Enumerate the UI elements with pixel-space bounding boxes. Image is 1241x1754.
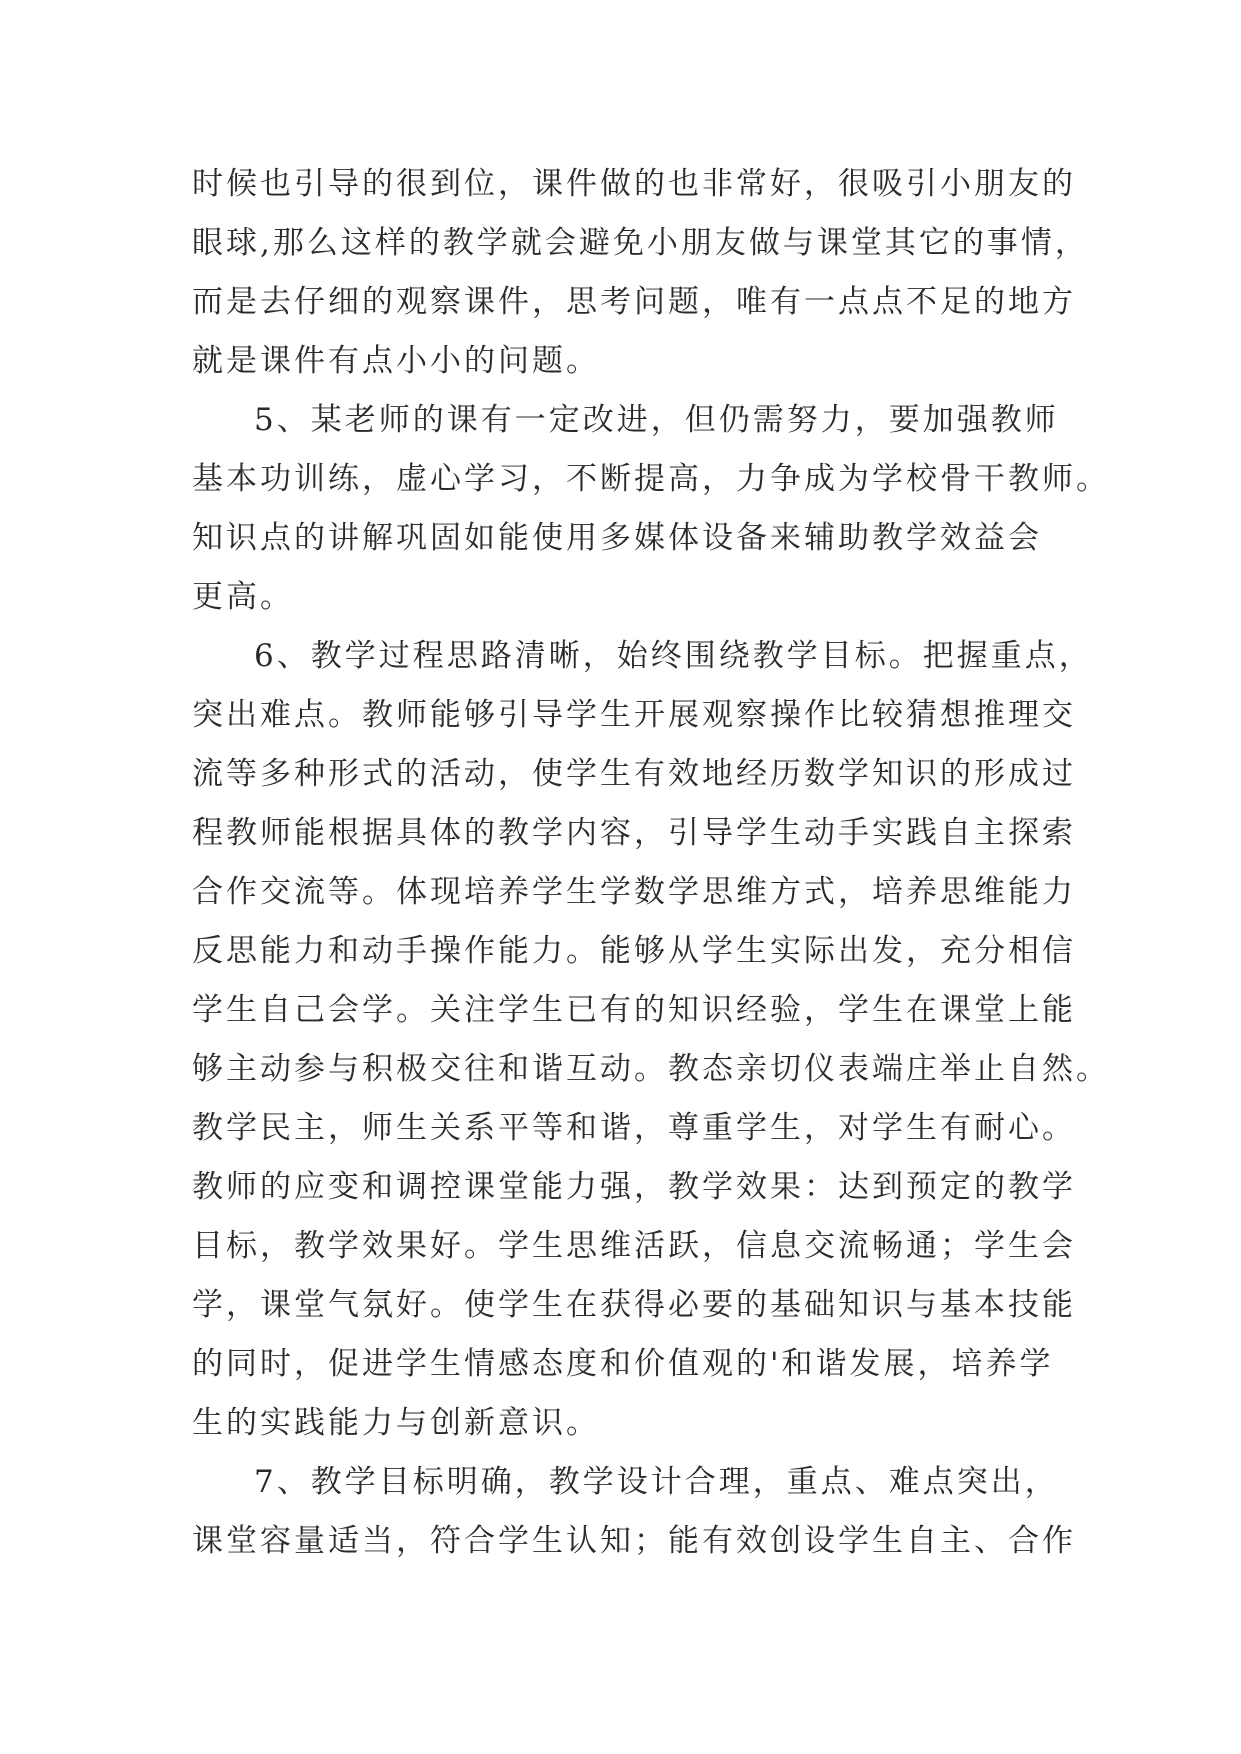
- text-line: 生的实践能力与创新意识。: [192, 1405, 600, 1441]
- text-line: 学生自己会学。关注学生已有的知识经验，学生在课堂上能: [192, 992, 1076, 1028]
- text-line: 知识点的讲解巩固如能使用多媒体设备来辅助教学效益会: [192, 520, 1042, 556]
- text-line: 时候也引导的很到位，课件做的也非常好，很吸引小朋友的: [192, 166, 1076, 202]
- text-line: 教师的应变和调控课堂能力强，教学效果：达到预定的教学: [192, 1169, 1076, 1205]
- text-line: 而是去仔细的观察课件，思考问题，唯有一点点不足的地方: [192, 284, 1076, 320]
- text-line: 流等多种形式的活动，使学生有效地经历数学知识的形成过: [192, 756, 1076, 792]
- text-line: 够主动参与积极交往和谐互动。教态亲切仪表端庄举止自然。: [192, 1051, 1110, 1087]
- text-line: 学，课堂气氛好。使学生在获得必要的基础知识与基本技能: [192, 1287, 1076, 1323]
- text-line: 7、教学目标明确，教学设计合理，重点、难点突出，: [254, 1464, 1059, 1500]
- text-line: 课堂容量适当，符合学生认知；能有效创设学生自主、合作: [192, 1523, 1076, 1559]
- text-line: 程教师能根据具体的教学内容，引导学生动手实践自主探索: [192, 815, 1076, 851]
- text-line: 反思能力和动手操作能力。能够从学生实际出发，充分相信: [192, 933, 1076, 969]
- text-line: 的同时，促进学生情感态度和价值观的'和谐发展，培养学: [192, 1346, 1054, 1382]
- text-line: 5、某老师的课有一定改进，但仍需努力，要加强教师: [254, 402, 1059, 438]
- document-body: [192, 155, 1110, 1571]
- text-line: 6、教学过程思路清晰，始终围绕教学目标。把握重点，: [254, 638, 1093, 674]
- text-line: 就是课件有点小小的问题。: [192, 343, 600, 379]
- text-line: 合作交流等。体现培养学生学数学思维方式，培养思维能力: [192, 874, 1076, 910]
- text-line: 突出难点。教师能够引导学生开展观察操作比较猜想推理交: [192, 697, 1076, 733]
- text-line: 教学民主，师生关系平等和谐，尊重学生，对学生有耐心。: [192, 1110, 1076, 1146]
- text-line: 眼球,那么这样的教学就会避免小朋友做与课堂其它的事情，: [192, 225, 1089, 261]
- text-line: 更高。: [192, 579, 294, 615]
- text-line: 目标，教学效果好。学生思维活跃，信息交流畅通；学生会: [192, 1228, 1076, 1264]
- text-line: 基本功训练，虚心学习，不断提高，力争成为学校骨干教师。: [192, 461, 1110, 497]
